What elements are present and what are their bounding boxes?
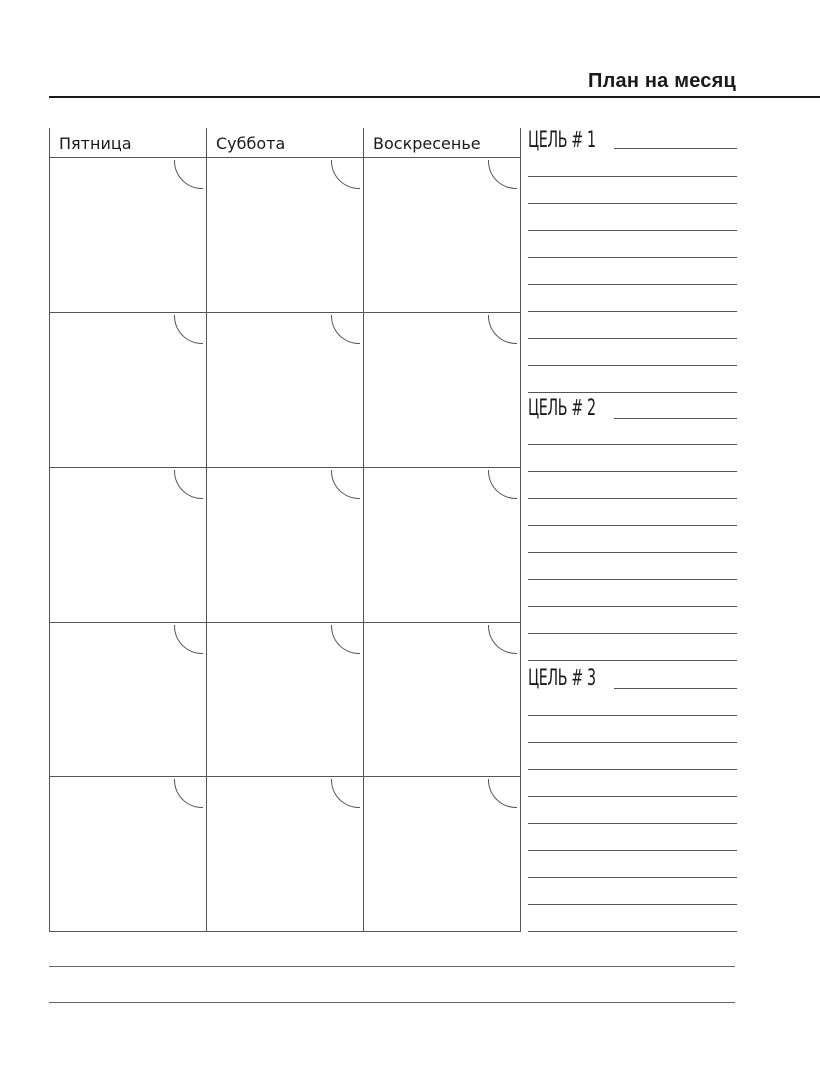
date-corner-mark (331, 625, 360, 654)
day-cell[interactable] (206, 468, 363, 623)
date-corner-mark (331, 470, 360, 499)
day-cell[interactable] (363, 313, 520, 468)
date-corner-mark (174, 470, 203, 499)
date-corner-mark (331, 315, 360, 344)
goal-writing-line[interactable] (528, 769, 737, 770)
date-corner-mark (488, 625, 517, 654)
goal-writing-line[interactable] (528, 203, 737, 204)
goal-writing-line[interactable] (528, 904, 737, 905)
date-corner-mark (488, 470, 517, 499)
title-divider (49, 96, 820, 98)
goal-3-heading: ЦЕЛЬ # 3 (528, 666, 596, 691)
day-cell[interactable] (363, 623, 520, 778)
goal-writing-line[interactable] (528, 796, 737, 797)
day-cell[interactable] (49, 468, 206, 623)
goal-writing-line[interactable] (528, 176, 737, 177)
goal-writing-line[interactable] (528, 392, 737, 393)
grid-line (520, 128, 521, 932)
day-cell[interactable] (206, 158, 363, 313)
goal-writing-line[interactable] (528, 311, 737, 312)
goal-writing-line[interactable] (614, 418, 737, 419)
goal-1-heading: ЦЕЛЬ # 1 (528, 128, 596, 153)
day-cell[interactable] (49, 313, 206, 468)
goal-writing-line[interactable] (528, 525, 737, 526)
goal-2-heading: ЦЕЛЬ # 2 (528, 396, 596, 421)
goal-writing-line[interactable] (528, 444, 737, 445)
goal-writing-line[interactable] (528, 660, 737, 661)
day-header-sunday: Воскресенье (373, 134, 481, 153)
day-header-saturday: Суббота (216, 134, 286, 153)
goal-writing-line[interactable] (528, 552, 737, 553)
notes-line[interactable] (49, 966, 735, 967)
goal-writing-line[interactable] (528, 850, 737, 851)
goal-writing-line[interactable] (528, 284, 737, 285)
day-header-friday: Пятница (59, 134, 132, 153)
calendar-grid (49, 128, 521, 932)
goal-writing-line[interactable] (528, 877, 737, 878)
day-cell[interactable] (49, 158, 206, 313)
goal-writing-line[interactable] (528, 365, 737, 366)
goal-writing-line[interactable] (528, 498, 737, 499)
day-cell[interactable] (49, 777, 206, 932)
goal-writing-line[interactable] (528, 471, 737, 472)
date-corner-mark (488, 779, 517, 808)
date-corner-mark (174, 625, 203, 654)
date-corner-mark (331, 779, 360, 808)
notes-line[interactable] (49, 1002, 735, 1003)
date-corner-mark (488, 160, 517, 189)
date-corner-mark (174, 779, 203, 808)
day-cell[interactable] (206, 623, 363, 778)
goal-writing-line[interactable] (528, 257, 737, 258)
day-cell[interactable] (206, 777, 363, 932)
date-corner-mark (331, 160, 360, 189)
day-cell[interactable] (363, 468, 520, 623)
goal-writing-line[interactable] (528, 931, 737, 932)
goal-writing-line[interactable] (528, 606, 737, 607)
day-cell[interactable] (206, 313, 363, 468)
goal-writing-line[interactable] (528, 823, 737, 824)
goal-writing-line[interactable] (614, 148, 737, 149)
day-cell[interactable] (49, 623, 206, 778)
goal-writing-line[interactable] (528, 230, 737, 231)
goal-writing-line[interactable] (614, 688, 737, 689)
date-corner-mark (174, 160, 203, 189)
goal-writing-line[interactable] (528, 579, 737, 580)
date-corner-mark (174, 315, 203, 344)
goal-writing-line[interactable] (528, 338, 737, 339)
day-cell[interactable] (363, 777, 520, 932)
day-cell[interactable] (363, 158, 520, 313)
page-title: План на месяц (588, 70, 736, 92)
goal-writing-line[interactable] (528, 633, 737, 634)
goal-writing-line[interactable] (528, 715, 737, 716)
goal-writing-line[interactable] (528, 742, 737, 743)
date-corner-mark (488, 315, 517, 344)
